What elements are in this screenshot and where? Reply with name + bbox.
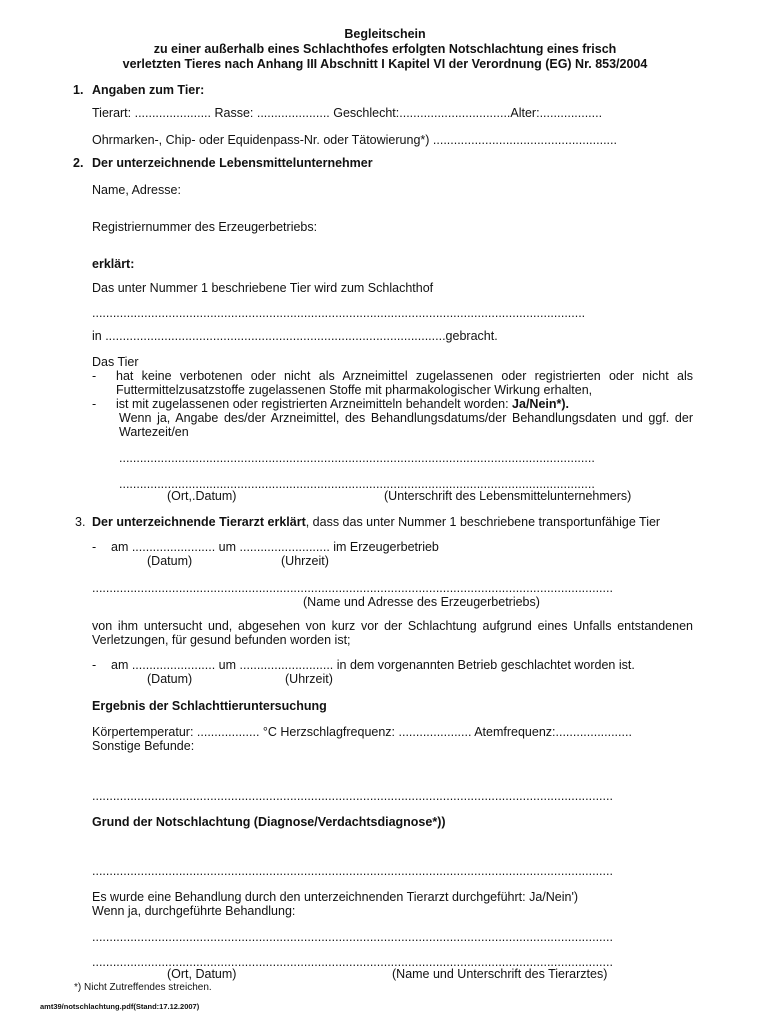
section2-number: 2.	[73, 156, 84, 170]
declares-label: erklärt:	[92, 257, 135, 271]
file-stamp: amt39/notschlachtung.pdf(Stand:17.12.2007)	[40, 1002, 200, 1011]
section2-heading: Der unterzeichnende Lebensmittelunternehmer	[92, 156, 373, 170]
medication-line	[116, 397, 569, 412]
section1-heading: Angaben zum Tier:	[92, 83, 205, 97]
slaughterhouse-dots: ..............................................................................................................................................	[92, 306, 586, 320]
farm-name-caption: (Name und Adresse des Erzeugerbetriebs)	[303, 595, 540, 609]
time-caption-2: (Uhrzeit)	[285, 672, 333, 686]
name-address-label: Name, Adresse:	[92, 183, 181, 197]
slaughter-date-line: am ........................ um ........................... in dem vorgenannten Betrieb geschlachtet worden ist.	[111, 658, 635, 672]
section1-number: 1.	[73, 83, 84, 97]
section3-heading-rest: , dass das unter Nummer 1 beschriebene transportunfähige Tier	[305, 515, 661, 529]
document-subtitle-line1: zu einer außerhalb eines Schlachthofes erfolgten Notschlachtung eines frisch	[153, 42, 617, 56]
list-dash: -	[92, 540, 97, 554]
section3-heading: Der unterzeichnende Tierarzt erklärt	[92, 515, 306, 529]
section3-heading-line	[92, 515, 660, 530]
animal-label: Das Tier	[92, 355, 139, 369]
treatment-dots-2: ......................................................................................................................................................	[92, 955, 613, 969]
registration-number-label: Registriernummer des Erzeugerbetriebs:	[92, 220, 318, 234]
medication-text: ist mit zugelassenen oder registrierten Arzneimitteln behandelt worden:	[116, 397, 513, 411]
document-title: Begleitschein	[344, 27, 426, 41]
vet-place-date-caption: (Ort, Datum)	[167, 967, 237, 981]
medication-details-line2: Wartezeit/en	[119, 425, 189, 439]
farm-name-dots: ......................................................................................................................................................	[92, 581, 613, 595]
vet-signature-caption: (Name und Unterschrift des Tierarztes)	[392, 967, 608, 981]
emergency-reason-heading: Grund der Notschlachtung (Diagnose/Verdachtsdiagnose*))	[92, 815, 446, 829]
list-dash: -	[92, 658, 97, 672]
examination-date-line: am ........................ um .......................... im Erzeugerbetrieb	[111, 540, 439, 554]
document-subtitle-line2: verletzten Tieres nach Anhang III Abschnitt I Kapitel VI der Verordnung (EG) Nr. 853/2004	[122, 57, 648, 71]
delivered-to-line: in ..................................................................................................gebracht.	[92, 329, 498, 343]
other-findings-dots: ......................................................................................................................................................	[92, 789, 613, 803]
other-findings-label: Sonstige Befunde:	[92, 739, 195, 753]
examination-result-heading: Ergebnis der Schlachttieruntersuchung	[92, 699, 327, 713]
list-dash: -	[92, 397, 97, 411]
footnote: *) Nicht Zutreffendes streichen.	[74, 982, 212, 993]
medication-details-line1: Wenn ja, Angabe des/der Arzneimittel, des Behandlungsdatums/der Behandlungsdaten und ggf. der	[119, 411, 693, 425]
transport-statement: Das unter Nummer 1 beschriebene Tier wird zum Schlachthof	[92, 281, 434, 295]
ear-tag-line: Ohrmarken-, Chip- oder Equidenpass-Nr. oder Tätowierung*) .....................................................	[92, 133, 617, 147]
animal-details-line: Tierart: ...................... Rasse: ..................... Geschlecht:................................Alter:..................	[92, 106, 603, 120]
emergency-reason-dots: ......................................................................................................................................................	[92, 864, 613, 878]
substances-line2: Futtermittelzusatzstoffe zugelassenen Stoffe mit pharmakologischer Wirkung erhalten,	[116, 383, 593, 397]
medication-dots-1: .........................................................................................................................................	[119, 451, 595, 465]
place-date-caption: (Ort,.Datum)	[167, 489, 237, 503]
treatment-statement: Es wurde eine Behandlung durch den unterzeichnenden Tierarzt durchgeführt: Ja/Nein')	[92, 890, 579, 904]
medication-yes-no: Ja/Nein*).	[512, 397, 570, 411]
operator-signature-caption: (Unterschrift des Lebensmittelunternehmers)	[384, 489, 632, 503]
list-dash: -	[92, 369, 97, 383]
date-caption-2: (Datum)	[147, 672, 193, 686]
treatment-details-label: Wenn ja, durchgeführte Behandlung:	[92, 904, 296, 918]
treatment-dots-1: ......................................................................................................................................................	[92, 930, 613, 944]
substances-line1: hat keine verbotenen oder nicht als Arzneimittel zugelassenen oder registrierten oder nicht als	[116, 369, 693, 383]
examined-statement-line2: Verletzungen, für gesund befunden worden ist;	[92, 633, 351, 647]
section3-number: 3.	[75, 515, 86, 529]
medication-dots-2: .........................................................................................................................................	[119, 477, 595, 491]
date-caption-1: (Datum)	[147, 554, 193, 568]
examined-statement-line1: von ihm untersucht und, abgesehen von kurz vor der Schlachtung aufgrund eines Unfalls entstandenen	[92, 619, 693, 633]
vital-signs-line: Körpertemperatur: .................. °C Herzschlagfrequenz: ..................... Atemfrequenz:......................	[92, 725, 632, 739]
time-caption-1: (Uhrzeit)	[281, 554, 329, 568]
